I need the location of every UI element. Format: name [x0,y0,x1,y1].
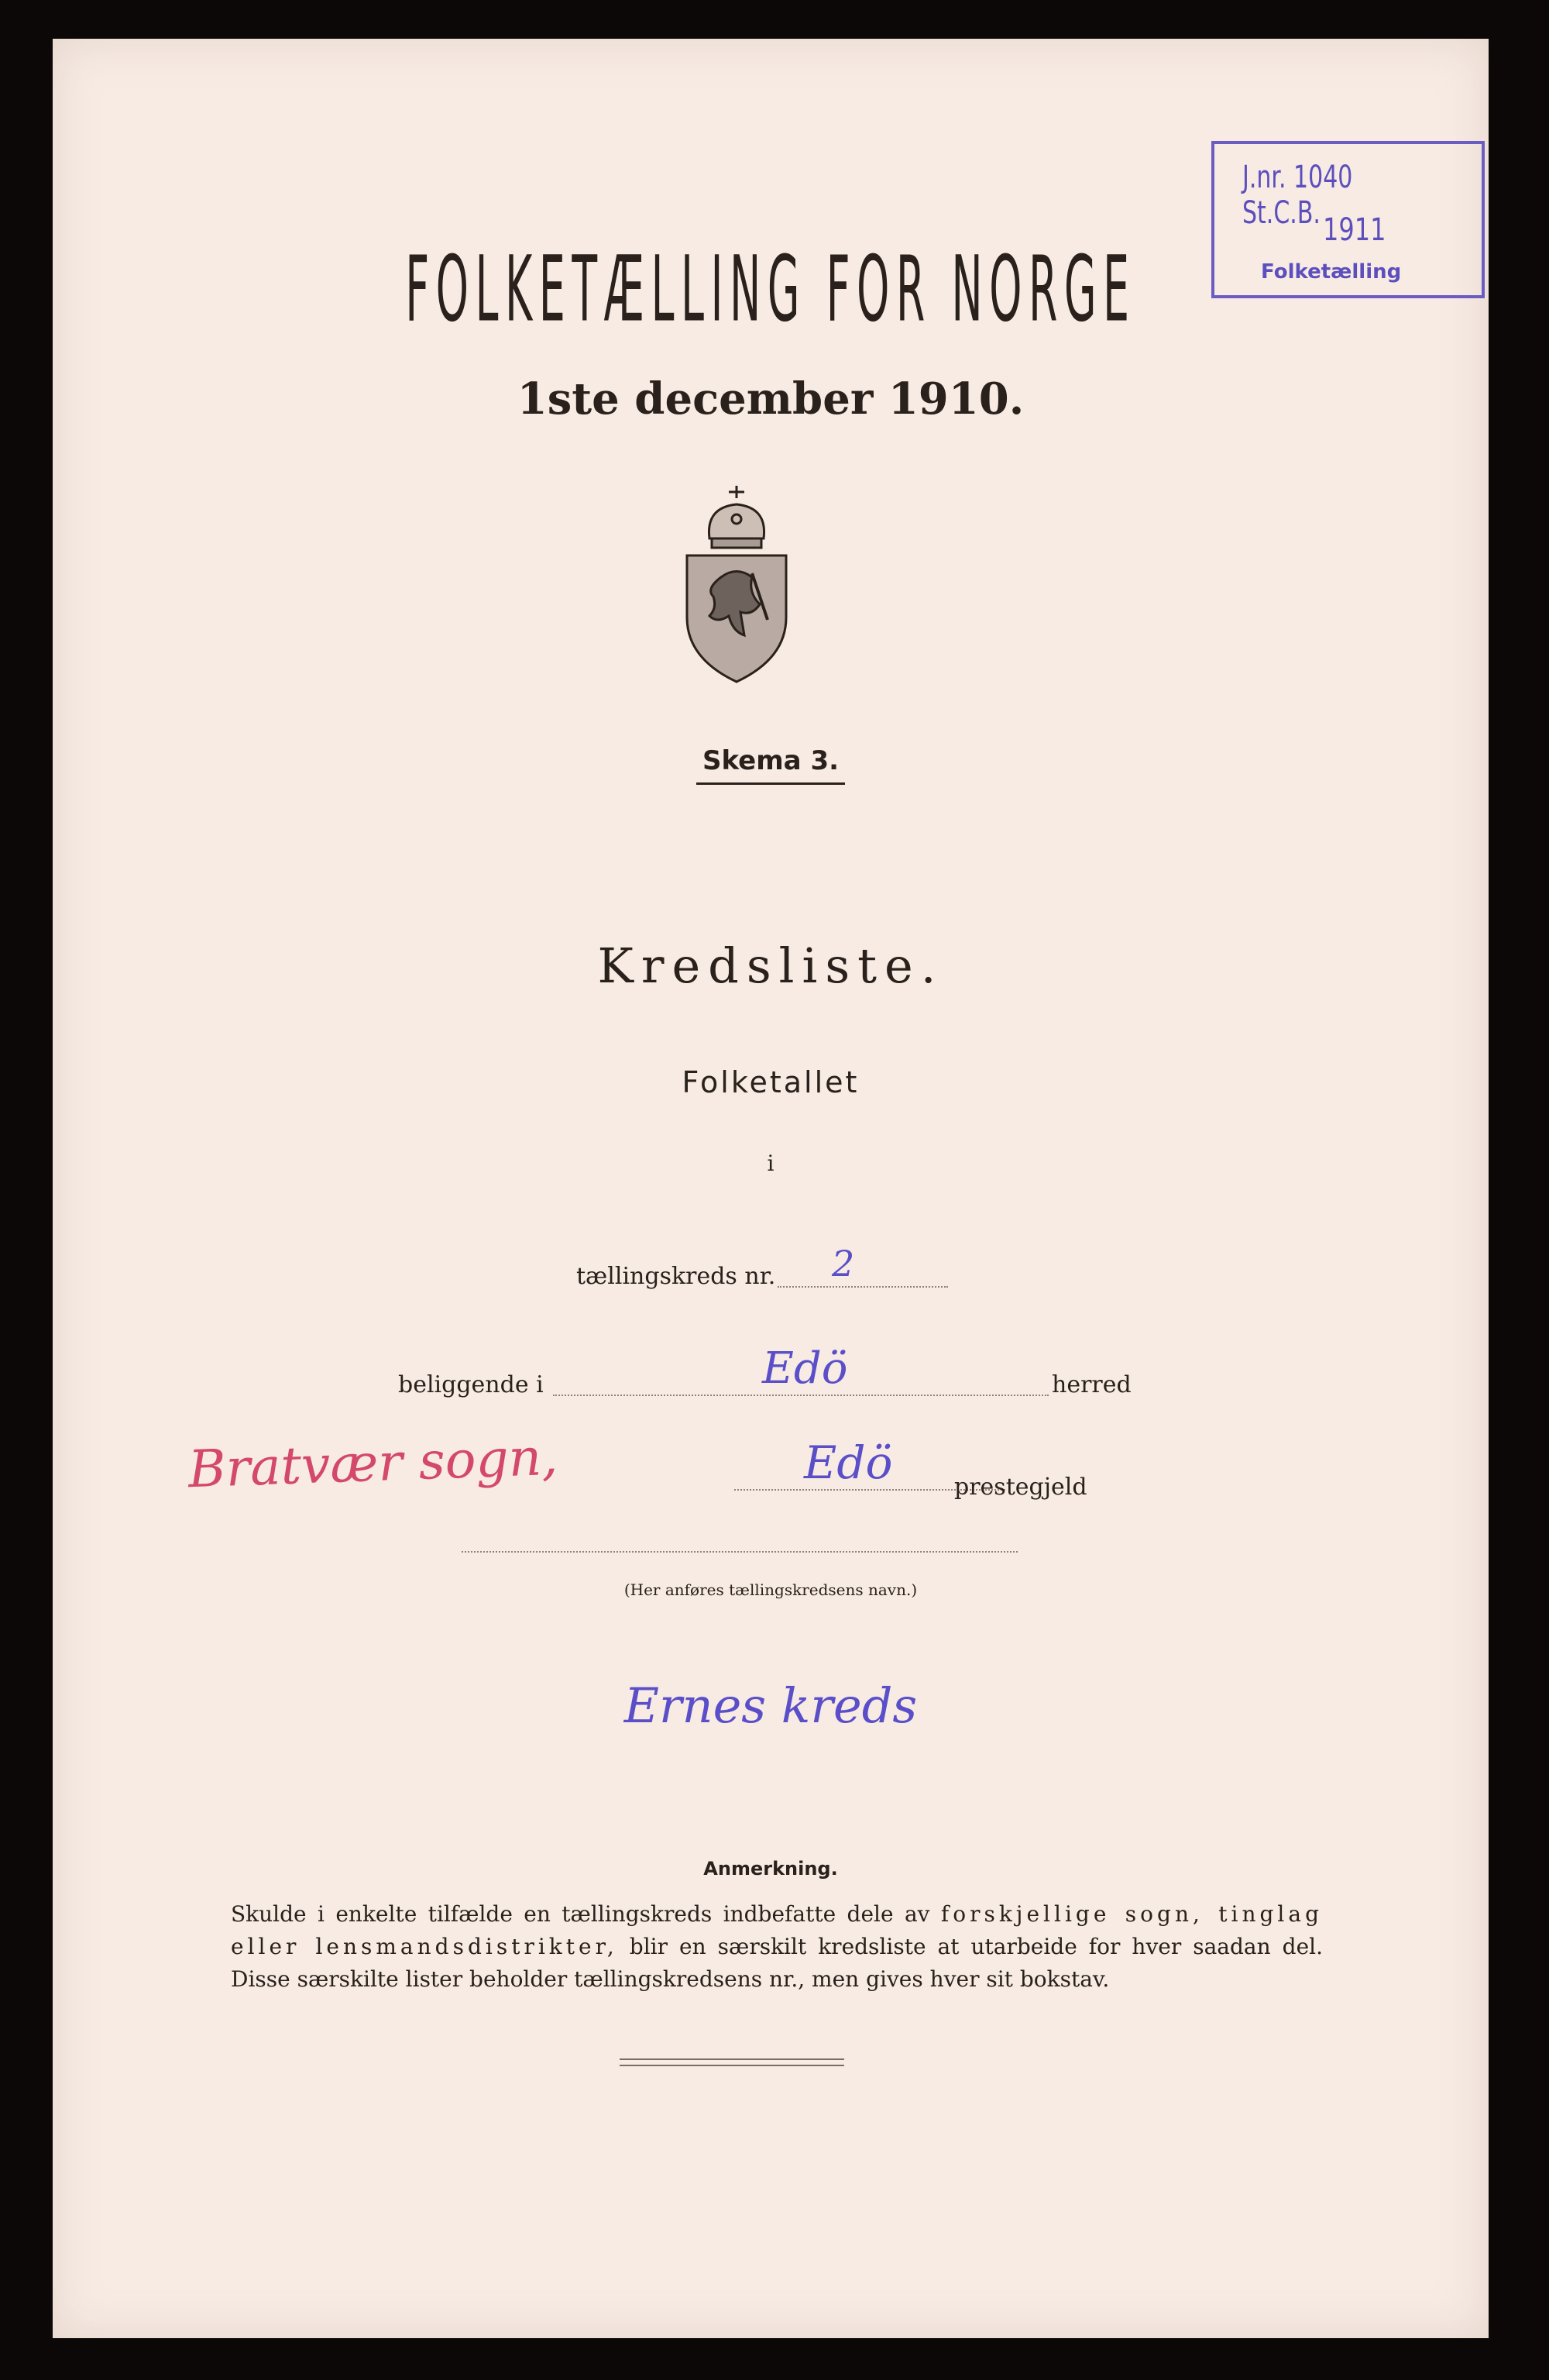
beliggende-label: beliggende i [398,1371,544,1398]
anmerkning-text [231,1898,1323,1996]
kreds-number-line [778,1243,948,1288]
anmerkning-text-part1: Skulde i enkelte tilfælde en tællingskreds indbefatte dele av [231,1901,930,1927]
folketallet-label: Folketallet [682,1065,860,1099]
stamp-year: 1911 [1323,212,1386,248]
prestegjeld-label: prestegjeld [954,1474,1087,1501]
kreds-number-value: 2 [832,1243,855,1285]
schema-label: Skema 3. [696,745,845,785]
stamp-journal-number: J.nr. 1040 St.C.B. [1242,160,1353,231]
stamp-label: Folketælling [1261,260,1402,284]
prestegjeld-value: Edö [804,1436,893,1489]
kreds-number-label: tællingskreds nr. [576,1263,776,1290]
closing-rule-top [620,2058,844,2060]
closing-rule-bottom [620,2065,844,2066]
schema-number [53,745,1489,776]
anmerkning-text-spaced2: eller lensmandsdistrikter, [231,1934,618,1959]
census-form-page [53,39,1489,2338]
anmerkning-text-spaced1: forskjellige sogn, tinglag [940,1901,1323,1927]
archive-stamp [1211,141,1485,298]
kreds-name-hint: (Her anføres tællingskredsens navn.) [623,1580,918,1599]
sogn-value: Bratvær sogn, [187,1426,559,1500]
herred-value: Edö [762,1343,848,1394]
form-title: FOLKETÆLLING FOR NORGE [405,236,1136,342]
kreds-name-value: Ernes kreds [623,1677,918,1734]
coat-of-arms-icon [682,484,791,686]
preposition-i: i [767,1150,774,1176]
list-heading: Kredsliste. [597,937,944,994]
herred-label: herred [1052,1371,1132,1398]
anmerkning-text-part2: blir en særskilt kredsliste at utarbeide for hver saadan del. Disse særskilte lister beholder tællingskredsens nr., men gives hver sit bokstav. [231,1934,1324,1992]
kreds-name-line [462,1549,1018,1553]
herred-line [553,1343,1049,1396]
census-date: 1ste december 1910. [517,373,1025,425]
anmerkning-heading: Anmerkning. [703,1858,838,1880]
